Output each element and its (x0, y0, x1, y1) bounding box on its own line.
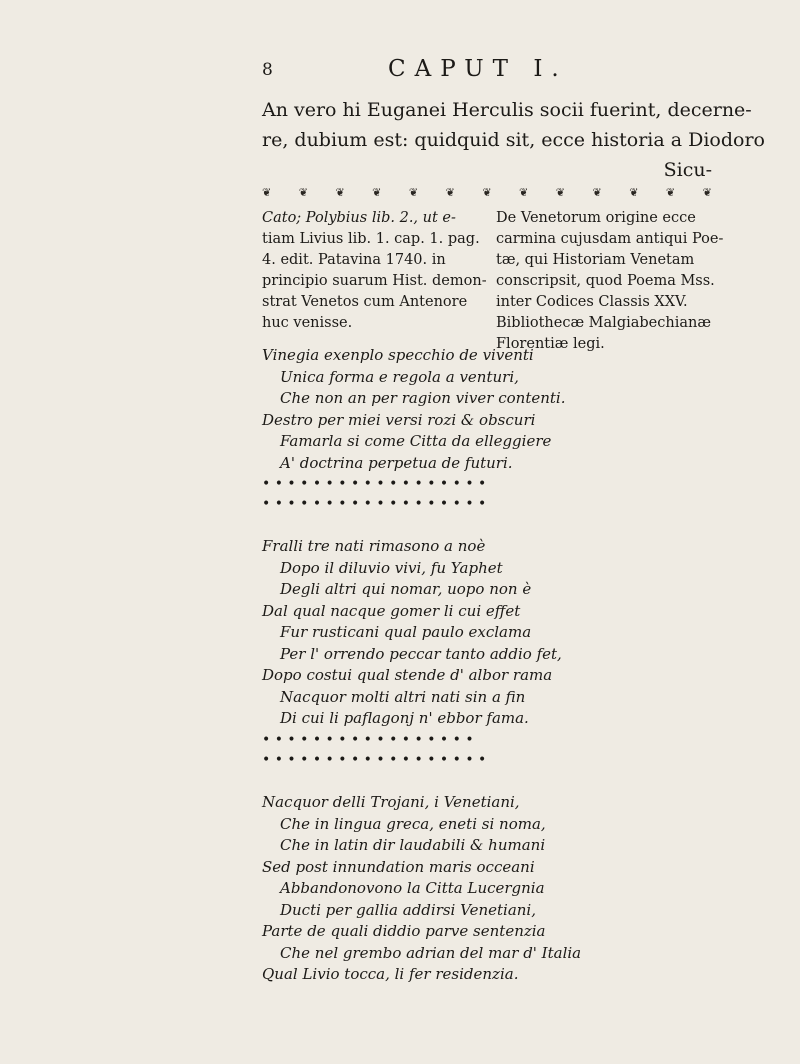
catchword: Sicu- (663, 159, 712, 181)
ornament-rule (262, 186, 712, 200)
verse-line: Che in lingua greca, eneti si noma, (280, 814, 546, 833)
fleuron-icon: ❦ (629, 186, 639, 199)
verse-line: Che nel grembo adrian del mar d' Italia (280, 943, 582, 962)
ellipsis-dots: • • • • • • • • • • • • • • • • • • (262, 496, 487, 512)
footnote-line: Cato; Polybius lib. 2., ut e- (262, 210, 456, 226)
footnote-line: inter Codices Classis XXV. (496, 294, 688, 310)
verse-line: Dopo il diluvio vivi, fu Yaphet (280, 558, 503, 577)
verse-line: Ducti per gallia addirsi Venetiani, (280, 900, 536, 919)
verse-line: Destro per miei versi rozi & obscuri (262, 410, 536, 429)
fleuron-icon: ❦ (665, 186, 676, 199)
verse-line: Abbandonovono la Citta Lucergnia (280, 879, 545, 897)
fleuron-icon: ❦ (408, 186, 419, 199)
verse-line: Di cui li paflagonj n' ebbor fama. (280, 709, 529, 727)
footnote-line: conscripsit, quod Poema Mss. (496, 273, 715, 289)
fleuron-icon: ❦ (335, 186, 345, 199)
verse-line: Dal qual nacque gomer li cui effet (262, 601, 521, 620)
intro-line: An vero hi Euganei Herculis socii fuerint, decerne- (262, 99, 752, 121)
verse-line: Nacquor molti altri nati sin a fin (280, 687, 526, 706)
intro-paragraph (262, 95, 765, 181)
footnote-line: huc venisse. (262, 315, 353, 331)
ellipsis-dots: • • • • • • • • • • • • • • • • • • (262, 476, 487, 492)
verse-line: Dopo costui qual stende d' albor rama (262, 666, 553, 684)
footnote-line: principio suarum Hist. demon- (262, 273, 487, 289)
intro-line: re, dubium est: quidquid sit, ecce historia a Diodoro (262, 129, 765, 151)
footnote-line: Florentiæ legi. (496, 336, 605, 352)
fleuron-icon: ❦ (702, 186, 712, 199)
footnote-line: carmina cujusdam antiqui Poe- (496, 231, 724, 247)
fleuron-icon: ❦ (298, 186, 308, 199)
verse-line: Che in latin dir laudabili & humani (280, 836, 546, 854)
fleuron-icon: ❦ (445, 186, 455, 199)
fleuron-icon: ❦ (262, 186, 272, 199)
verse-line: Qual Livio tocca, li fer residenzia. (262, 965, 519, 983)
footnote-line: tæ, qui Historiam Venetam (496, 252, 695, 268)
footnote-line: tiam Livius lib. 1. cap. 1. pag. (262, 231, 480, 247)
verse-line: Nacquor delli Trojani, i Venetiani, (262, 793, 520, 811)
poem-stanza-2 (262, 536, 702, 770)
verse-line: Che non an per ragion viver contenti. (280, 389, 566, 407)
verse-line: Sed post innundation maris occeani (262, 857, 535, 876)
poem-stanza-1 (262, 345, 702, 514)
fleuron-icon: ❦ (482, 186, 492, 199)
fleuron-icon: ❦ (372, 186, 382, 199)
verse-line: Unica forma e regola a venturi, (280, 367, 519, 386)
footnote-left (262, 208, 487, 334)
fleuron-icon: ❦ (592, 186, 602, 199)
verse-line: Parte de quali diddio parve sentenzia (262, 922, 546, 940)
ellipsis-dots: • • • • • • • • • • • • • • • • • (262, 731, 474, 748)
verse-line: A' doctrina perpetua de futuri. (280, 453, 513, 472)
footnote-line: 4. edit. Patavina 1740. in (262, 252, 446, 268)
verse-line: Per l' orrendo peccar tanto addio fet, (280, 644, 562, 663)
footnote-line: De Venetorum origine ecce (496, 210, 696, 226)
footnote-line: strat Venetos cum Antenore (262, 294, 468, 310)
footnote-line: Bibliothecæ Malgiabechianæ (496, 315, 711, 331)
footnote-right (496, 208, 724, 355)
page-number: 8 (262, 60, 273, 80)
verse-line: Fralli tre nati rimasono a noè (262, 537, 486, 555)
verse-line: Degli altri qui nomar, uopo non è (280, 580, 532, 598)
page-header (0, 56, 800, 86)
verse-line: Famarla si come Citta da elleggiere (280, 432, 552, 450)
ellipsis-dots: • • • • • • • • • • • • • • • • • • (262, 751, 487, 768)
verse-line: Fur rusticani qual paulo exclama (280, 623, 532, 641)
running-head: CAPUT I. (388, 56, 568, 82)
fleuron-icon: ❦ (519, 186, 529, 199)
verse-line: Vinegia exenplo specchio de viventi (262, 346, 534, 364)
fleuron-icon: ❦ (555, 186, 565, 199)
poem-stanza-3 (262, 792, 702, 986)
